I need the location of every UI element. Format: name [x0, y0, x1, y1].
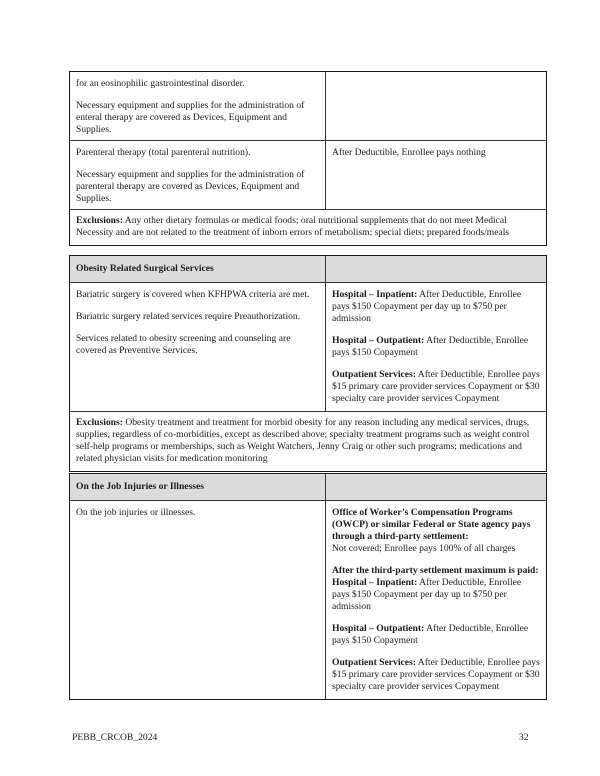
- exclusions-cell: [70, 412, 546, 471]
- owcp-section: [332, 507, 540, 555]
- benefit-text: for an eosinophilic gastrointestinal disorder.: [76, 78, 245, 89]
- exclusions-text: Obesity treatment and treatment for morbid obesity for any reason including any medical services, drugs, supplies, regardless of co-morbidities, except as described above; specialty treatment programs such as weight control self-help programs or memberships, such as Weight Watchers, Jenny Craig or other such programs; medications and related physician visits for medication monitoring: [76, 417, 530, 464]
- section-title: Obesity Related Surgical Services: [70, 256, 326, 282]
- cost-share-outpatient: [332, 335, 540, 359]
- cost-label: Hospital – Inpatient:: [332, 577, 418, 588]
- benefit-text: Bariatric surgery is covered when KFHPWA criteria are met.: [76, 289, 310, 300]
- footer-doc-id: PEBB_CRCOB_2024: [72, 732, 158, 743]
- section-header-row: [70, 474, 546, 500]
- owcp-text: Not covered; Enrollee pays 100% of all charges: [332, 543, 516, 554]
- after-settlement-label: After the third-party settlement maximum is paid:: [332, 565, 539, 576]
- cost-label: Hospital – Outpatient:: [332, 335, 425, 346]
- header-empty-cell: [326, 256, 546, 282]
- cost-share-outpatient-services: [332, 657, 540, 693]
- benefit-text: On the job injuries or illnesses.: [76, 507, 196, 518]
- benefit-text: Services related to obesity screening and counseling are covered as Preventive Services.: [76, 333, 291, 356]
- cost-share-text: After Deductible, Enrollee pays nothing: [332, 147, 486, 158]
- owcp-label: Office of Worker’s Compensation Programs (OWCP) or similar Federal or State agency pays through a third-party settlement:: [332, 507, 531, 542]
- exclusions-row: [70, 209, 546, 245]
- benefit-text: Necessary equipment and supplies for the administration of enteral therapy are covered as Devices, Equipment and Supplies.: [76, 100, 305, 135]
- cost-share-inpatient: [332, 289, 540, 325]
- benefit-description-cell: [70, 283, 326, 411]
- exclusions-label: Exclusions:: [76, 417, 123, 428]
- section-title: On the Job Injuries or Illnesses: [70, 474, 326, 500]
- obesity-surgical-services-table: [69, 255, 547, 472]
- table-row: [70, 72, 546, 140]
- table-row: [70, 500, 546, 699]
- cost-text: After Deductible, Enrollee pays $150 Copayment: [332, 623, 529, 646]
- benefit-description-cell: [70, 501, 326, 699]
- benefit-text: Bariatric surgery related services require Preauthorization.: [76, 311, 301, 322]
- exclusions-row: [70, 411, 546, 471]
- cost-label: Hospital – Inpatient:: [332, 289, 418, 300]
- cost-share-cell: [326, 141, 546, 209]
- exclusions-label: Exclusions:: [76, 215, 123, 226]
- exclusions-cell: [70, 210, 546, 245]
- cost-label: Outpatient Services:: [332, 657, 416, 668]
- cost-text: After Deductible, Enrollee pays $15 primary care provider services Copayment or $30 specialty care provider services Copayment: [332, 657, 540, 692]
- on-the-job-injuries-table: [69, 473, 547, 700]
- after-settlement-section: [332, 565, 540, 613]
- cost-share-cell: [326, 283, 546, 411]
- cost-text: After Deductible, Enrollee pays $15 primary care provider services Copayment or $30 specialty care provider services Copayment: [332, 369, 540, 404]
- footer-page-number: 32: [519, 732, 529, 743]
- benefit-text: Necessary equipment and supplies for the administration of parenteral therapy are covered as Devices, Equipment and Supplies.: [76, 169, 305, 204]
- cost-text: After Deductible, Enrollee pays $150 Copayment: [332, 335, 529, 358]
- cost-share-outpatient-services: [332, 369, 540, 405]
- exclusions-text: Any other dietary formulas or medical foods; oral nutritional supplements that do not meet Medical Necessity and are not related to the treatment of inborn errors of metabolism; special diets; prepared foods/meals: [76, 215, 510, 238]
- cost-label: Outpatient Services:: [332, 369, 416, 380]
- enteral-parenteral-table: [69, 71, 547, 246]
- table-row: [70, 282, 546, 411]
- benefit-description-cell: [70, 141, 326, 209]
- cost-share-outpatient: [332, 623, 540, 647]
- cost-label: Hospital – Outpatient:: [332, 623, 425, 634]
- benefit-text: Parenteral therapy (total parenteral nutrition).: [76, 147, 251, 158]
- cost-share-cell: [326, 501, 546, 699]
- cost-text: After Deductible, Enrollee pays $150 Copayment per day up to $750 per admission: [332, 289, 522, 324]
- cost-text: After Deductible, Enrollee pays $150 Copayment per day up to $750 per admission: [332, 577, 522, 612]
- section-header-row: [70, 256, 546, 282]
- benefit-description-cell: [70, 72, 326, 140]
- table-row: [70, 140, 546, 209]
- header-empty-cell: [326, 474, 546, 500]
- cost-share-cell: [326, 72, 546, 140]
